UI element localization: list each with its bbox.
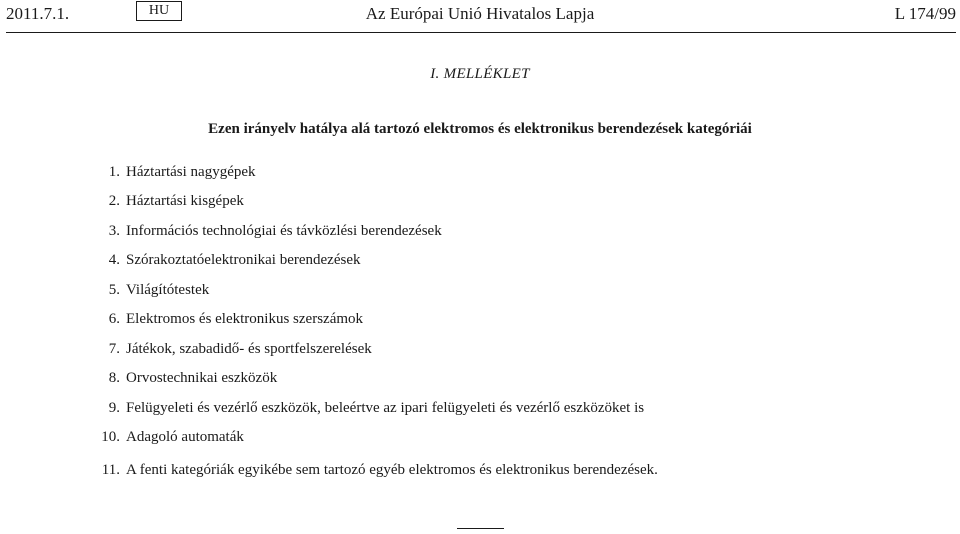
item-number: 4. [108,252,120,268]
item-label: Szórakoztatóelektronikai berendezések [126,252,361,268]
list-item [0,429,960,449]
list-item [0,164,960,184]
list-item [0,400,960,420]
list-item [0,193,960,213]
item-label: Háztartási nagygépek [126,164,256,180]
header-date: 2011.7.1. [6,4,70,23]
section-heading: Ezen irányelv hatálya alá tartozó elektromos és elektronikus berendezések kategóriái [208,121,752,137]
item-label: Háztartási kisgépek [126,193,244,209]
list-item [0,370,960,390]
header-divider [6,32,956,33]
item-number: 11. [101,462,120,478]
item-number: 8. [108,370,120,386]
item-number: 5. [108,282,120,298]
page-reference: L 174/99 [894,4,956,23]
item-label: Játékok, szabadidő- és sportfelszerelések [126,341,372,357]
list-item [0,223,960,243]
list-item [0,462,960,482]
item-label: A fenti kategóriák egyikébe sem tartozó egyéb elektromos és elektronikus berendezések. [126,462,658,478]
end-divider [457,528,504,529]
journal-title: Az Európai Unió Hivatalos Lapja [365,4,595,23]
item-number: 3. [108,223,120,239]
item-number: 9. [108,400,120,416]
item-number: 7. [108,341,120,357]
list-item [0,282,960,302]
item-label: Adagoló automaták [126,429,244,445]
item-label: Elektromos és elektronikus szerszámok [126,311,364,327]
item-label: Információs technológiai és távközlési berendezések [126,223,442,239]
item-label: Orvostechnikai eszközök [126,370,278,386]
page-header [0,0,960,34]
item-label: Felügyeleti és vezérlő eszközök, beleértve az ipari felügyeleti és vezérlő eszközöket is [126,400,645,416]
item-label: Világítótestek [126,282,210,298]
item-number: 6. [108,311,120,327]
list-item [0,341,960,361]
item-number: 10. [101,429,120,445]
item-number: 2. [108,193,120,209]
annex-title: I. MELLÉKLET [430,66,530,82]
list-item [0,252,960,272]
language-badge: HU [136,1,182,21]
item-number: 1. [108,164,120,180]
list-item [0,311,960,331]
